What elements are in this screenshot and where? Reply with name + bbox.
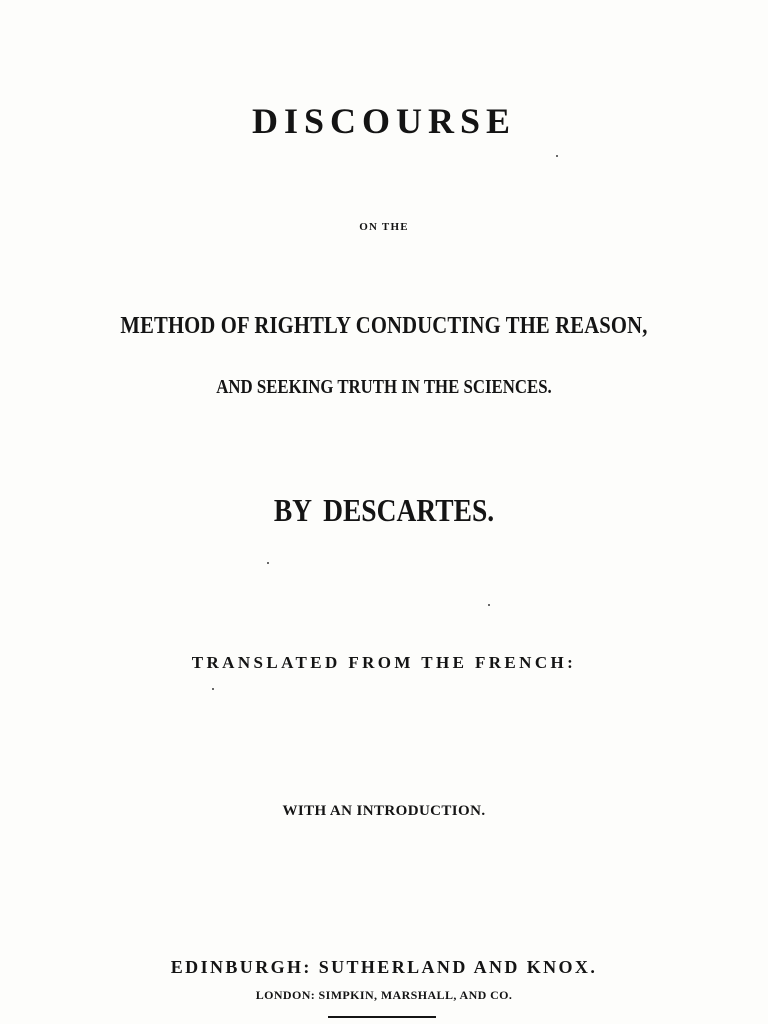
introduction-note: WITH AN INTRODUCTION. — [282, 803, 486, 819]
subtitle-line-2: AND SEEKING TRUTH IN THE SCIENCES. — [216, 376, 552, 398]
translation-note: TRANSLATED FROM THE FRENCH: — [191, 653, 577, 672]
imprint-city-publisher: EDINBURGH: SUTHERLAND AND KNOX. — [170, 957, 598, 977]
imprint-rule — [328, 1016, 436, 1018]
author-line: BY DESCARTES. — [273, 492, 495, 528]
ink-speck — [267, 562, 269, 564]
ink-speck — [556, 155, 558, 157]
ink-speck — [212, 688, 214, 690]
ink-speck — [488, 604, 490, 606]
imprint-london-publisher: LONDON: SIMPKIN, MARSHALL, AND CO. — [255, 988, 513, 1002]
title-connector: ON THE — [359, 221, 409, 233]
book-title: DISCOURSE — [251, 101, 517, 141]
subtitle-line-1: METHOD OF RIGHTLY CONDUCTING THE REASON, — [120, 313, 648, 339]
